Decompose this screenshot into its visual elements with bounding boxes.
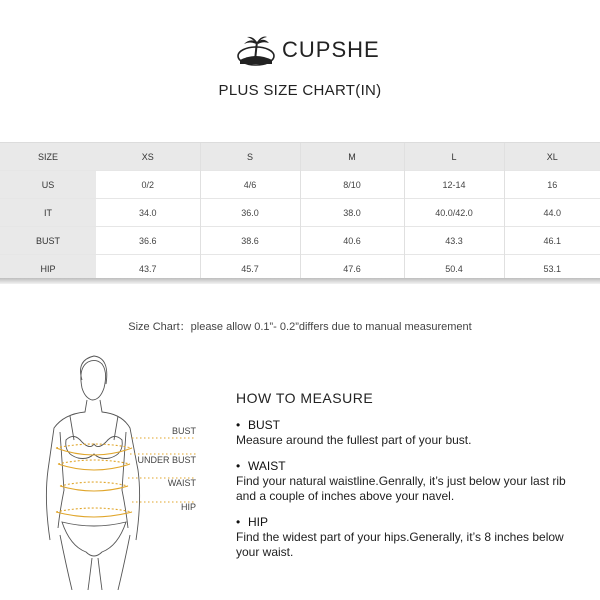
measurement-note: Size Chart：please allow 0.1”- 0.2”differs due to manual measurement [128,321,472,333]
row-label: IT [0,199,96,227]
item-name: BUST [248,418,281,432]
header-cell: XS [96,143,200,171]
table-cell: 36.0 [200,199,300,227]
row-label: HIP [0,255,96,283]
table-cell: 16 [504,171,600,199]
body-measurement-figure [30,350,205,590]
table-row [0,227,600,255]
header-cell: SIZE [0,143,96,171]
header-cell: M [300,143,404,171]
how-to-title: HOW TO MEASURE [236,390,374,406]
figure-head [81,360,106,400]
figure-label-hip: HIP [180,502,196,512]
table-row [0,171,600,199]
table-cell: 38.0 [300,199,404,227]
brand-name: CUPSHE [282,37,380,62]
header-cell: S [200,143,300,171]
table-cell: 44.0 [504,199,600,227]
measure-item-waist [236,459,576,504]
item-description: Find the widest part of your hips.Generally, it’s 8 inches below your waist. [236,530,564,559]
size-chart-table [0,142,600,282]
waist-tape [60,486,128,491]
table-cell: 50.4 [404,255,504,283]
figure-label-waist: WAIST [167,478,196,488]
bullet-icon: • [236,515,241,529]
table-cell: 43.7 [96,255,200,283]
header-cell: XL [504,143,600,171]
how-to-measure [236,390,576,571]
table-cell: 40.6 [300,227,404,255]
bullet-icon: • [236,418,241,432]
table-cell: 36.6 [96,227,200,255]
item-description: Find your natural waistline.Genrally, it’s just below your last rib and a couple of inches above your navel. [236,474,566,503]
figure-label-under-bust: UNDER BUST [137,455,196,465]
brand-logo [236,34,380,66]
table-cell: 12-14 [404,171,504,199]
figure-label-bust: BUST [171,426,196,436]
item-name: WAIST [248,459,286,473]
palm-tree-logo-icon [236,34,276,66]
table-cell: 38.6 [200,227,300,255]
table-cell: 40.0/42.0 [404,199,504,227]
header-cell: L [404,143,504,171]
hip-tape [56,512,132,517]
table-cell: 47.6 [300,255,404,283]
row-label: US [0,171,96,199]
measure-item-bust [236,418,576,448]
bullet-icon: • [236,459,241,473]
chart-title: PLUS SIZE CHART(IN) [218,82,382,99]
item-description: Measure around the fullest part of your bust. [236,433,472,447]
table-shadow-divider [0,278,600,284]
table-cell: 46.1 [504,227,600,255]
under-bust-tape [58,464,130,470]
table-row [0,199,600,227]
row-label: BUST [0,227,96,255]
table-cell: 34.0 [96,199,200,227]
table-cell: 4/6 [200,171,300,199]
table-header-row [0,143,600,171]
table-cell: 43.3 [404,227,504,255]
table-cell: 45.7 [200,255,300,283]
table-cell: 0/2 [96,171,200,199]
item-name: HIP [248,515,269,529]
table-cell: 8/10 [300,171,404,199]
measure-item-hip [236,515,576,560]
table-cell: 53.1 [504,255,600,283]
